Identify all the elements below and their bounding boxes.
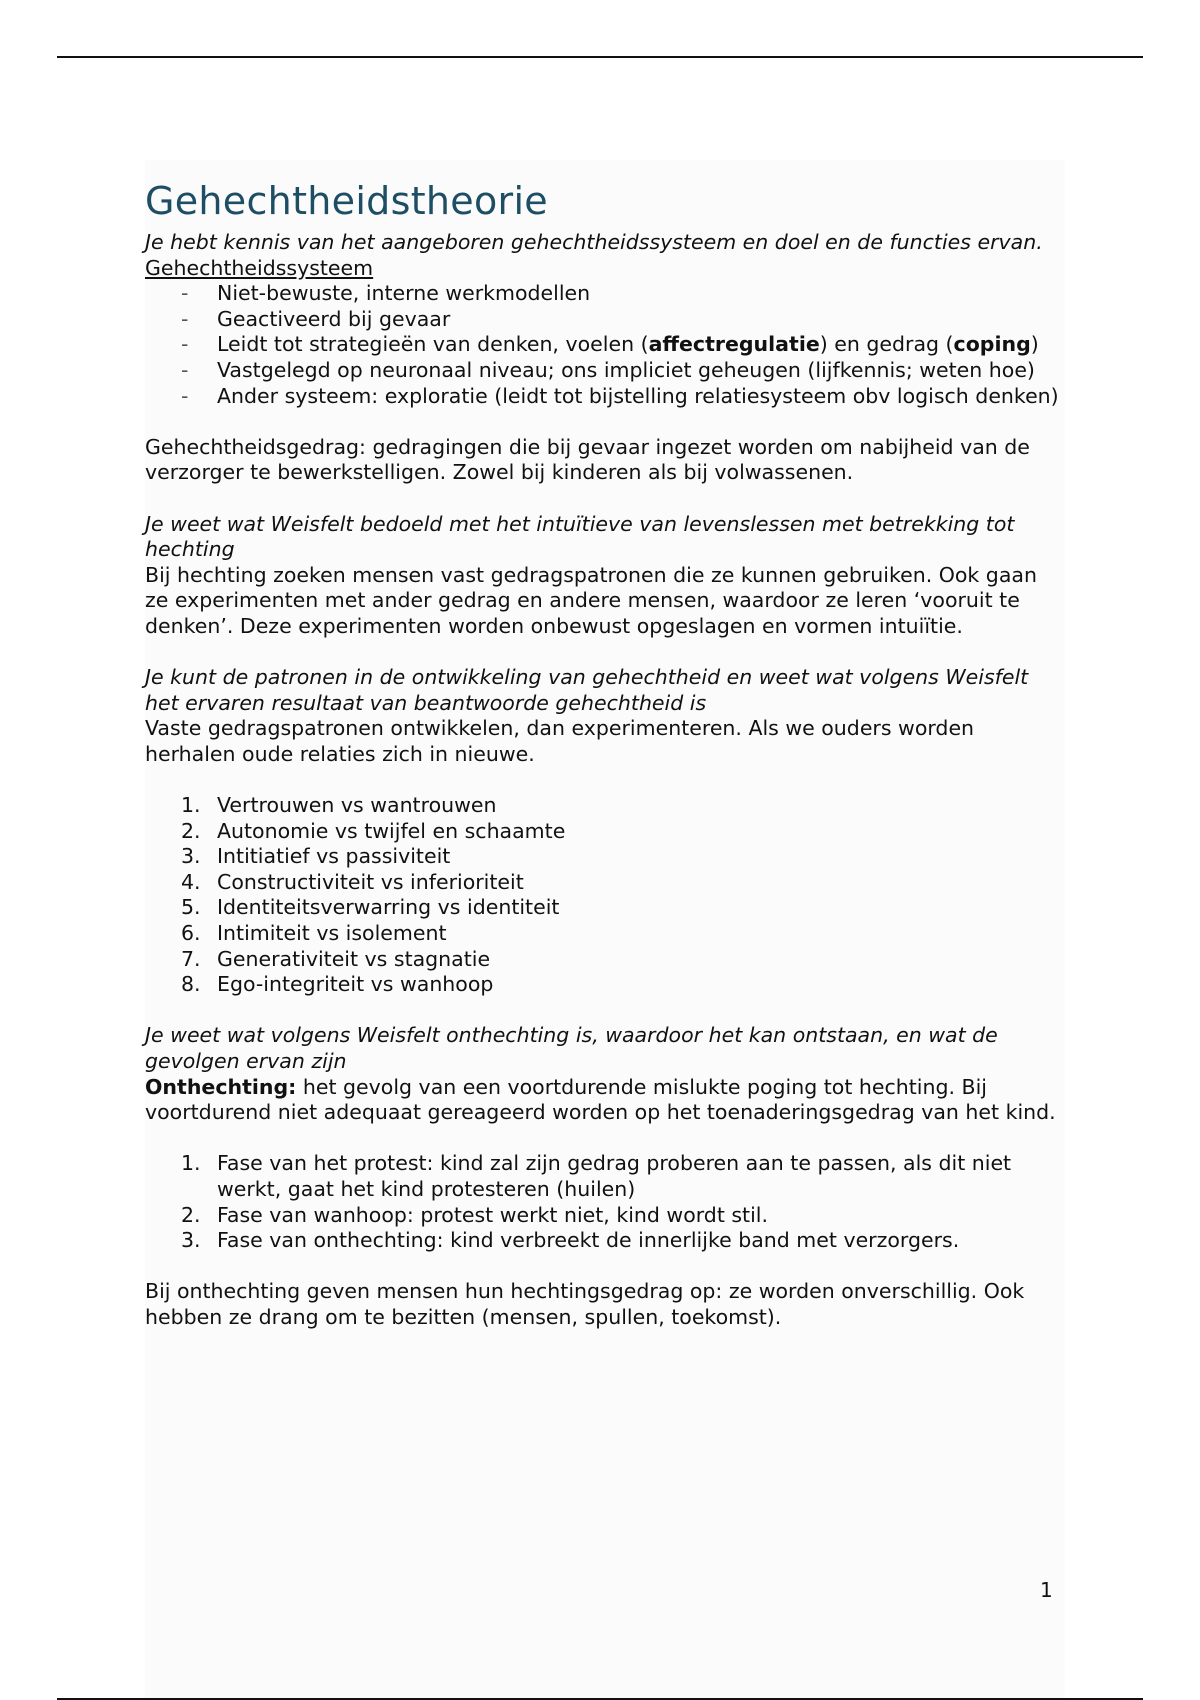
list-item-text: Vertrouwen vs wantrouwen — [217, 793, 497, 818]
list-number: 2. — [181, 818, 201, 843]
bullet-marker: - — [181, 306, 189, 331]
list-number: 1. — [181, 793, 201, 818]
question-levenslessen: Je weet wat Weisfelt bedoeld met het intuïtieve van levenslessen met betrekking tot hechting — [145, 511, 1015, 562]
page-number: 1 — [1040, 1578, 1053, 1602]
list-item — [145, 793, 1065, 819]
list-item — [145, 819, 1065, 845]
list-item — [145, 307, 1065, 333]
list-item — [145, 844, 1065, 870]
list-item — [145, 947, 1065, 973]
list-item — [145, 332, 1065, 358]
list-item-text: Vastgelegd op neuronaal niveau; ons impliciet geheugen (lijfkennis; weten hoe) — [217, 357, 1035, 382]
bullet-marker: - — [181, 332, 189, 357]
question-onthechting: Je weet wat volgens Weisfelt onthechting is, waardoor het kan ontstaan, en wat de gevolgen ervan zijn — [145, 1023, 998, 1073]
list-item — [145, 1151, 1065, 1202]
header-rule — [57, 56, 1143, 58]
list-item — [145, 1228, 1065, 1254]
bullet-marker: - — [181, 281, 189, 306]
list-number: 5. — [181, 895, 201, 920]
question-patronen: Je kunt de patronen in de ontwikkeling van gehechtheid en weet wat volgens Weisfelt het ervaren resultaat van beantwoorde gehechtheid is — [145, 665, 1029, 715]
definition-onthechting: het gevolg van een voortdurende mislukte poging tot hechting. Bij voortdurend niet adequaat gereageerd worden op het toenaderingsgedrag van het kind. — [145, 1074, 1056, 1125]
list-item-text-before: Leidt tot strategieën van denken, voelen ( — [217, 332, 649, 357]
paragraph-levenslessen: Bij hechting zoeken mensen vast gedragspatronen die ze kunnen gebruiken. Ook gaan ze experimenten met ander gedrag en andere mensen, waardoor ze leren ‘vooruit te denken’. Deze experimenten worden onbewust opgeslagen en vormen intuiïtie. — [145, 562, 1037, 638]
paragraph-patronen: Vaste gedragspatronen ontwikkelen, dan experimenteren. Als we ouders worden herhalen oude relaties zich in nieuwe. — [145, 716, 975, 766]
term-coping: coping — [953, 332, 1031, 357]
list-number: 6. — [181, 921, 201, 946]
bullet-marker: - — [181, 357, 189, 382]
list-item — [145, 1203, 1065, 1229]
list-item — [145, 384, 1065, 410]
list-item-text: Constructiviteit vs inferioriteit — [217, 869, 524, 894]
list-item-text: Geactiveerd bij gevaar — [217, 306, 451, 331]
bullet-marker: - — [181, 383, 189, 408]
term-affectregulatie: affectregulatie — [648, 332, 820, 357]
list-item-text: Intimiteit vs isolement — [217, 921, 447, 946]
list-number: 8. — [181, 972, 201, 997]
subheading-gehechtheidssysteem: Gehechtheidssysteem — [145, 255, 374, 280]
paragraph-onthechting — [145, 1075, 1065, 1126]
list-item — [145, 870, 1065, 896]
list-item-text: Niet-bewuste, interne werkmodellen — [217, 281, 591, 306]
list-item-text: Autonomie vs twijfel en schaamte — [217, 818, 566, 843]
list-item-text: Fase van het protest: kind zal zijn gedrag proberen aan te passen, als dit niet werkt, gaat het kind protesteren (huilen) — [217, 1151, 1012, 1201]
numbered-list-fasen — [145, 1151, 1065, 1253]
list-item-text: Intitiatief vs passiviteit — [217, 844, 451, 869]
list-number: 2. — [181, 1202, 201, 1227]
list-item-text: Ego-integriteit vs wanhoop — [217, 972, 494, 997]
bullet-list-gehechtheidssysteem — [145, 281, 1065, 409]
page-title: Gehechtheidstheorie — [145, 179, 548, 223]
list-item-text: Identiteitsverwarring vs identiteit — [217, 895, 560, 920]
list-item-text: Ander systeem: exploratie (leidt tot bijstelling relatiesysteem obv logisch denken) — [217, 383, 1059, 408]
list-number: 1. — [181, 1151, 201, 1176]
paragraph-closing: Bij onthechting geven mensen hun hechtingsgedrag op: ze worden onverschillig. Ook hebben ze drang om te bezitten (mensen, spullen, toekomst). — [145, 1279, 1025, 1329]
list-item-text: Fase van onthechting: kind verbreekt de innerlijke band met verzorgers. — [217, 1228, 960, 1253]
list-item-text: Generativiteit vs stagnatie — [217, 946, 491, 971]
list-item-text-after: ) — [1030, 332, 1039, 357]
paragraph-gehechtheidsgedrag: Gehechtheidsgedrag: gedragingen die bij gevaar ingezet worden om nabijheid van de verzorger te bewerkstelligen. Zowel bij kinderen als bij volwassenen. — [145, 434, 1030, 485]
list-number: 3. — [181, 844, 201, 869]
question-gehechtheidssysteem: Je hebt kennis van het aangeboren gehechtheidssysteem en doel en de functies ervan. — [145, 230, 1043, 254]
numbered-list-ontwikkeling — [145, 793, 1065, 998]
list-item — [145, 358, 1065, 384]
term-onthechting: Onthechting: — [145, 1074, 297, 1099]
document-content — [145, 178, 1065, 1331]
list-number: 7. — [181, 946, 201, 971]
list-item — [145, 921, 1065, 947]
list-number: 3. — [181, 1228, 201, 1253]
list-item — [145, 281, 1065, 307]
list-number: 4. — [181, 869, 201, 894]
list-item — [145, 972, 1065, 998]
list-item — [145, 895, 1065, 921]
list-item-text: Fase van wanhoop: protest werkt niet, kind wordt stil. — [217, 1202, 768, 1227]
list-item-text-middle: ) en gedrag ( — [819, 332, 954, 357]
